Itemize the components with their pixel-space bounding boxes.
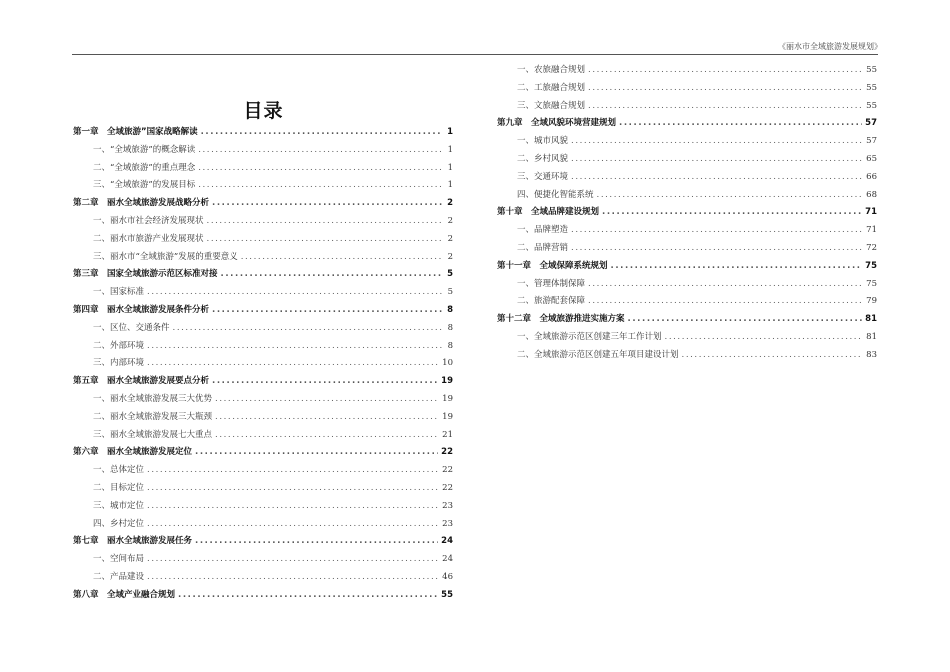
toc-page-number: 46: [442, 571, 453, 582]
toc-page-number: 5: [447, 269, 453, 280]
toc-section-entry[interactable]: [497, 98, 877, 116]
dot-leader: [665, 329, 864, 347]
dot-leader: [597, 187, 864, 205]
dot-leader: [588, 293, 863, 311]
toc-section-entry[interactable]: [497, 293, 877, 311]
dot-leader: [571, 169, 863, 187]
dot-leader: [611, 258, 863, 276]
toc-chapter-entry[interactable]: [73, 444, 453, 462]
toc-section-entry[interactable]: [497, 62, 877, 80]
toc-section-entry[interactable]: [73, 516, 453, 534]
toc-chapter-entry[interactable]: [73, 533, 453, 551]
toc-page-number: 19: [442, 393, 453, 404]
dot-leader: [588, 62, 863, 80]
dot-leader: [588, 80, 863, 98]
running-header: 《丽水市全域旅游发展规划》: [778, 42, 882, 51]
toc-section-entry[interactable]: [73, 569, 453, 587]
toc-section-entry[interactable]: [497, 169, 877, 187]
toc-page-number: 55: [866, 82, 877, 93]
toc-page-number: 57: [865, 118, 877, 129]
toc-entry-label: 二、产品建设: [93, 571, 145, 582]
toc-chapter-entry[interactable]: [497, 311, 877, 329]
dot-leader: [571, 240, 863, 258]
toc-section-entry[interactable]: [73, 177, 453, 195]
toc-page-number: 21: [442, 429, 453, 440]
toc-entry-label: 第三章 国家全域旅游示范区标准对接: [73, 269, 218, 280]
toc-entry-label: 一、管理体制保障: [517, 278, 586, 289]
toc-page-number: 72: [866, 242, 877, 253]
toc-chapter-entry[interactable]: [73, 587, 453, 605]
toc-entry-label: 一、“全域旅游”的概念解读: [93, 144, 196, 155]
dot-leader: [588, 276, 863, 294]
toc-page-number: 75: [866, 278, 877, 289]
toc-entry-label: 四、乡村定位: [93, 518, 145, 529]
toc-section-entry[interactable]: [497, 240, 877, 258]
toc-section-entry[interactable]: [73, 480, 453, 498]
toc-page-number: 81: [866, 331, 877, 342]
dot-leader: [147, 355, 439, 373]
toc-entry-label: 一、总体定位: [93, 465, 145, 476]
toc-page-number: 2: [447, 233, 453, 244]
toc-section-entry[interactable]: [497, 347, 877, 365]
toc-section-entry[interactable]: [497, 80, 877, 98]
toc-entry-label: 三、内部环境: [93, 358, 145, 369]
toc-entry-label: 第八章 全域产业融合规划: [73, 589, 176, 600]
toc-page-number: 22: [441, 447, 453, 458]
toc-page-number: 24: [442, 554, 453, 565]
dot-leader: [619, 115, 862, 133]
toc-entry-label: 第十一章 全域保障系统规划: [497, 260, 608, 271]
dot-leader: [628, 311, 863, 329]
dot-leader: [147, 569, 439, 587]
toc-left-column: [73, 124, 453, 605]
dot-leader: [682, 347, 864, 365]
toc-page-number: 2: [447, 215, 453, 226]
dot-leader: [198, 142, 442, 160]
toc-page-number: 1: [447, 162, 453, 173]
dot-leader: [571, 151, 863, 169]
toc-section-entry[interactable]: [73, 284, 453, 302]
toc-section-entry[interactable]: [73, 498, 453, 516]
toc-entry-label: 第五章 丽水全域旅游发展要点分析: [73, 376, 210, 387]
toc-page-number: 8: [447, 340, 453, 351]
toc-section-entry[interactable]: [497, 276, 877, 294]
toc-page-number: 22: [442, 465, 453, 476]
toc-entry-label: 第二章 丽水全域旅游发展战略分析: [73, 198, 210, 209]
toc-entry-label: 三、“全域旅游”的发展目标: [93, 180, 196, 191]
dot-leader: [201, 124, 442, 142]
toc-section-entry[interactable]: [497, 187, 877, 205]
toc-entry-label: 一、国家标准: [93, 287, 145, 298]
toc-section-entry[interactable]: [497, 222, 877, 240]
toc-page-number: 66: [866, 171, 877, 182]
header-rule: [72, 54, 878, 55]
toc-entry-label: 第一章 全域旅游”国家战略解读: [73, 127, 198, 137]
toc-entry-label: 一、区位、交通条件: [93, 322, 170, 333]
toc-entry-label: 一、城市风貌: [517, 136, 569, 147]
toc-entry-label: 三、丽水市“全域旅游”发展的重要意义: [93, 251, 238, 262]
dot-leader: [195, 444, 438, 462]
toc-page-number: 19: [442, 411, 453, 422]
toc-page-number: 71: [866, 225, 877, 236]
toc-page-number: 68: [866, 189, 877, 200]
toc-entry-label: 三、城市定位: [93, 500, 145, 511]
toc-title: 目录: [243, 100, 284, 122]
toc-page-number: 83: [866, 349, 877, 360]
toc-section-entry[interactable]: [73, 409, 453, 427]
toc-entry-label: 第七章 丽水全域旅游发展任务: [73, 536, 193, 547]
dot-leader: [195, 533, 438, 551]
dot-leader: [212, 373, 438, 391]
toc-page-number: 55: [866, 100, 877, 111]
toc-page-number: 10: [442, 358, 453, 369]
toc-page-number: 65: [866, 153, 877, 164]
dot-leader: [207, 231, 442, 249]
dot-leader: [571, 133, 863, 151]
toc-page-number: 75: [865, 260, 877, 271]
toc-page-number: 1: [447, 144, 453, 155]
toc-chapter-entry[interactable]: [73, 302, 453, 320]
toc-entry-label: 二、旅游配套保障: [517, 296, 586, 307]
toc-chapter-entry[interactable]: [73, 195, 453, 213]
toc-chapter-entry[interactable]: [73, 266, 453, 284]
toc-section-entry[interactable]: [497, 329, 877, 347]
toc-right-column: [497, 62, 877, 365]
dot-leader: [221, 266, 442, 284]
dot-leader: [241, 249, 442, 267]
dot-leader: [147, 480, 439, 498]
dot-leader: [212, 195, 442, 213]
dot-leader: [198, 177, 442, 195]
dot-leader: [215, 391, 439, 409]
toc-page-number: 8: [447, 322, 453, 333]
toc-entry-label: 二、工旅融合规划: [517, 82, 586, 93]
toc-entry-label: 一、空间布局: [93, 554, 145, 565]
dot-leader: [588, 98, 863, 116]
toc-entry-label: 一、全域旅游示范区创建三年工作计划: [517, 331, 662, 342]
toc-page-number: 79: [866, 296, 877, 307]
toc-entry-label: 第四章 丽水全域旅游发展条件分析: [73, 304, 210, 315]
toc-entry-label: 三、文旅融合规划: [517, 100, 586, 111]
toc-section-entry[interactable]: [73, 338, 453, 356]
toc-page-number: 5: [447, 287, 453, 298]
toc-entry-label: 一、丽水市社会经济发展现状: [93, 215, 204, 226]
toc-section-entry[interactable]: [497, 133, 877, 151]
toc-chapter-entry[interactable]: [497, 115, 877, 133]
dot-leader: [147, 284, 442, 302]
dot-leader: [173, 320, 442, 338]
toc-entry-label: 第六章 丽水全域旅游发展定位: [73, 447, 193, 458]
toc-page-number: 1: [447, 127, 453, 137]
toc-entry-label: 二、丽水全域旅游发展三大瓶颈: [93, 411, 213, 422]
dot-leader: [147, 516, 439, 534]
toc-section-entry[interactable]: [73, 142, 453, 160]
dot-leader: [147, 338, 442, 356]
dot-leader: [602, 204, 862, 222]
toc-entry-label: 三、丽水全域旅游发展七大重点: [93, 429, 213, 440]
toc-chapter-entry[interactable]: [73, 124, 453, 142]
dot-leader: [147, 462, 439, 480]
toc-entry-label: 二、丽水市旅游产业发展现状: [93, 233, 204, 244]
toc-entry-label: 一、品牌塑造: [517, 225, 569, 236]
toc-section-entry[interactable]: [73, 320, 453, 338]
dot-leader: [215, 409, 439, 427]
toc-page-number: 81: [865, 314, 877, 325]
toc-page-number: 2: [447, 251, 453, 262]
toc-entry-label: 一、农旅融合规划: [517, 65, 586, 75]
toc-chapter-entry[interactable]: [497, 258, 877, 276]
toc-page-number: 1: [447, 180, 453, 191]
toc-entry-label: 二、目标定位: [93, 482, 145, 493]
toc-page-number: 57: [866, 136, 877, 147]
toc-section-entry[interactable]: [73, 462, 453, 480]
toc-section-entry[interactable]: [73, 231, 453, 249]
dot-leader: [198, 160, 442, 178]
toc-section-entry[interactable]: [73, 213, 453, 231]
toc-entry-label: 二、外部环境: [93, 340, 145, 351]
toc-page-number: 23: [442, 500, 453, 511]
toc-entry-label: 二、品牌营销: [517, 242, 569, 253]
toc-entry-label: 一、丽水全域旅游发展三大优势: [93, 393, 213, 404]
toc-section-entry[interactable]: [73, 160, 453, 178]
dot-leader: [178, 587, 438, 605]
toc-section-entry[interactable]: [73, 249, 453, 267]
dot-leader: [215, 427, 439, 445]
toc-chapter-entry[interactable]: [73, 373, 453, 391]
toc-page-number: 2: [447, 198, 453, 209]
toc-page-number: 55: [441, 589, 453, 600]
toc-entry-label: 二、“全域旅游”的重点理念: [93, 162, 196, 173]
toc-page-number: 55: [866, 65, 877, 75]
dot-leader: [147, 498, 439, 516]
toc-section-entry[interactable]: [73, 391, 453, 409]
toc-page-number: 22: [442, 482, 453, 493]
toc-section-entry[interactable]: [73, 427, 453, 445]
toc-section-entry[interactable]: [73, 551, 453, 569]
toc-page-number: 24: [441, 536, 453, 547]
toc-section-entry[interactable]: [497, 151, 877, 169]
dot-leader: [212, 302, 442, 320]
toc-page-number: 8: [447, 304, 453, 315]
toc-entry-label: 第十二章 全域旅游推进实施方案: [497, 314, 625, 325]
toc-entry-label: 三、交通环境: [517, 171, 569, 182]
toc-section-entry[interactable]: [73, 355, 453, 373]
toc-entry-label: 第九章 全域风貌环境营建规划: [497, 118, 617, 129]
toc-page-number: 23: [442, 518, 453, 529]
toc-entry-label: 二、全域旅游示范区创建五年项目建设计划: [517, 349, 679, 360]
toc-page-number: 19: [441, 376, 453, 387]
toc-entry-label: 第十章 全域品牌建设规划: [497, 207, 600, 218]
toc-page-number: 71: [865, 207, 877, 218]
dot-leader: [147, 551, 439, 569]
dot-leader: [207, 213, 442, 231]
dot-leader: [571, 222, 863, 240]
toc-chapter-entry[interactable]: [497, 204, 877, 222]
toc-entry-label: 二、乡村风貌: [517, 153, 569, 164]
toc-entry-label: 四、便捷化智能系统: [517, 189, 594, 200]
